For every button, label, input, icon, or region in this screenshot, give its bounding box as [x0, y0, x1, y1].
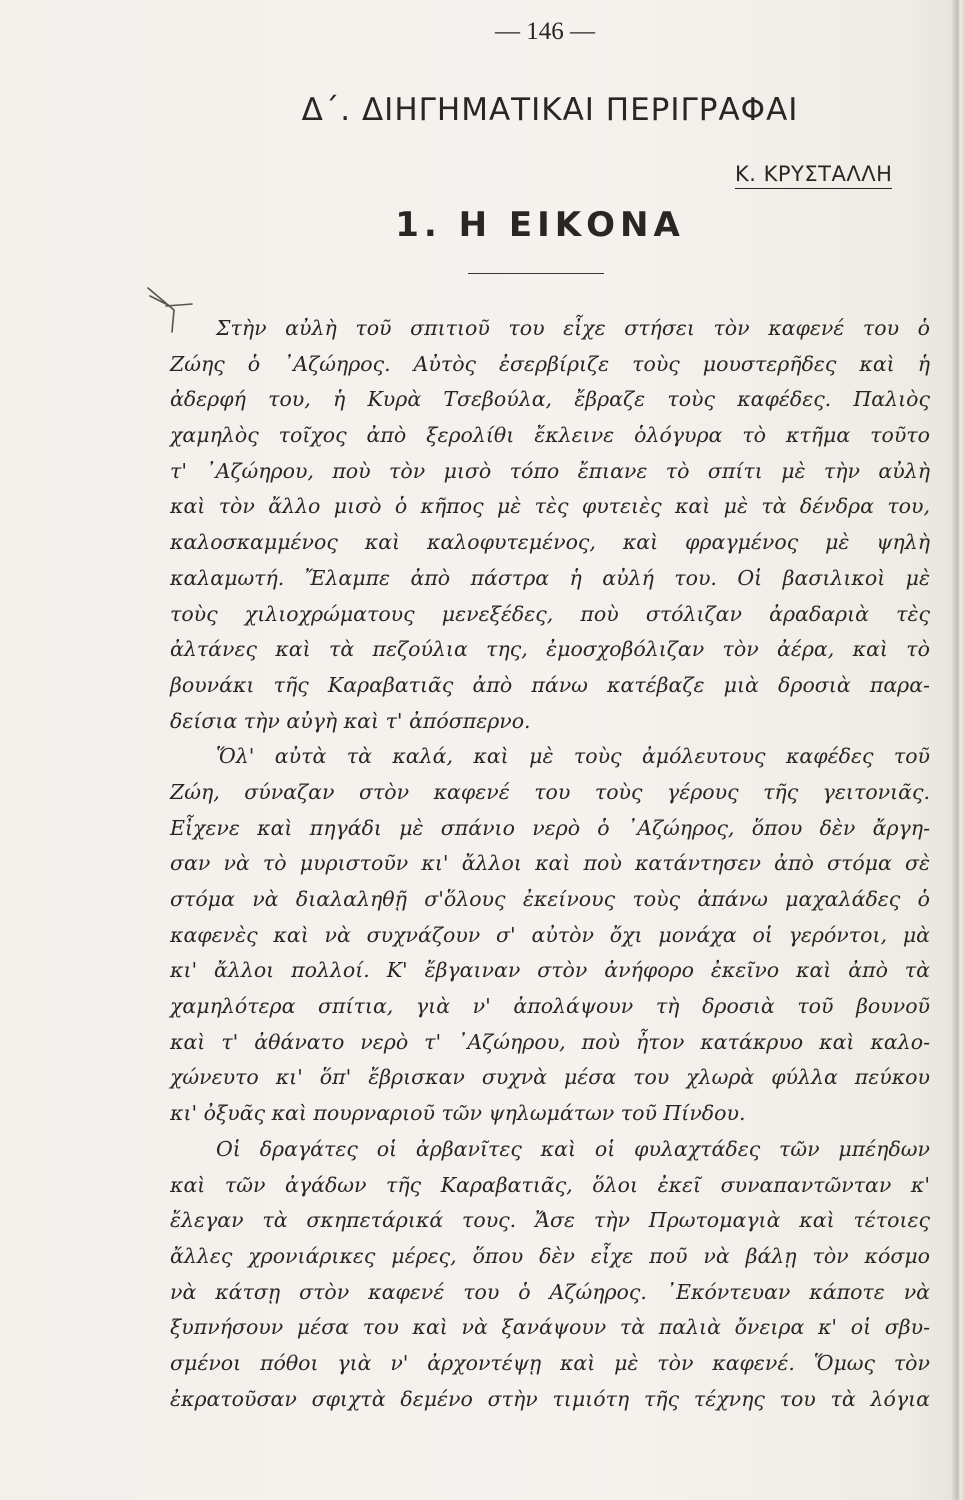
body-line: χαμηλὸς τοῖχος ἀπὸ ξερολίθι ἔκλεινε ὁλόγυρα τὸ κτῆμα τοῦτο [170, 423, 930, 448]
body-line: χαμηλότερα σπίτια, γιὰ ν' ἀπολάψουν τὴ δροσιὰ τοῦ βουνοῦ [170, 994, 930, 1019]
body-line: ἐκρατοῦσαν σφιχτὰ δεμένο στὴν τιμιότη τῆς τέχνης του τὰ λόγια [170, 1386, 930, 1411]
body-line: ἀλτάνες καὶ τὰ πεζούλια της, ἐμοσχοβόλιζαν τὸν ἀέρα, καὶ τὸ [170, 637, 930, 662]
body-line: Ὅλ' αὐτὰ τὰ καλά, καὶ μὲ τοὺς ἀμόλευτους καφέδες τοῦ [216, 744, 930, 769]
story-body [170, 311, 930, 1417]
body-line: καὶ τῶν ἀγάδων τῆς Καραβατιᾶς, ὅλοι ἐκεῖ συναπαντῶνταν κ' [170, 1172, 930, 1197]
body-line: Ζώη, σύναζαν στὸν καφενέ του τοὺς γέρους τῆς γειτονιᾶς. [170, 779, 930, 804]
page-number: — 146 — [495, 18, 595, 45]
body-line: σμένοι πόθοι γιὰ ν' ἀρχοντέψῃ καὶ μὲ τὸν καφενέ. Ὅμως τὸν [170, 1350, 930, 1375]
body-line: καφενὲς καὶ νὰ συχνάζουν σ' αὐτὸν ὄχι μονάχα οἱ γερόντοι, μὰ [170, 922, 930, 947]
section-title: Δ΄. ΔΙΗΓΗΜΑΤΙΚΑΙ ΠΕΡΙΓΡΑΦΑΙ [301, 92, 799, 128]
title-divider [468, 273, 604, 274]
body-line: ἄλλες χρονιάρικες μέρες, ὅπου δὲν εἶχε ποῦ νὰ βάλῃ τὸν κόσμο [170, 1243, 930, 1268]
body-line: τ' ᾿Αζώηρου, ποὺ τὸν μισὸ τόπο ἔπιανε τὸ σπίτι μὲ τὴν αὐλὴ [170, 458, 930, 483]
body-line: ἀδερφή του, ἡ Κυρὰ Τσεβούλα, ἔβραζε τοὺς καφέδες. Παλιὸς [170, 387, 930, 412]
body-line: Ζώης ὁ ᾿Αζώηρος. Αὐτὸς ἐσερβίριζε τοὺς μουστερῆδες καὶ ἡ [170, 351, 930, 376]
body-line: καλαμωτή. Ἔλαμπε ἀπὸ πάστρα ἡ αὐλή του. Οἱ βασιλικοὶ μὲ [170, 565, 930, 590]
body-line: νὰ κάτσῃ στὸν καφενέ του ὁ Αζώηρος. ᾿Εκόντευαν κάποτε νὰ [170, 1279, 930, 1304]
body-line: καὶ τὸν ἄλλο μισὸ ὁ κῆπος μὲ τὲς φυτειὲς καὶ μὲ τὰ δένδρα του, [170, 494, 930, 519]
body-line: κι' ἄλλοι πολλοί. Κ' ἔβγαιναν στὸν ἀνήφορο ἐκεῖνο καὶ ἀπὸ τὰ [170, 958, 930, 983]
body-line: ξυπνήσουν μέσα του καὶ νὰ ξανάψουν τὰ παλιὰ ὄνειρα κ' οἱ σβυ- [170, 1315, 930, 1340]
body-line: καλοσκαμμένος καὶ καλοφυτεμένος, καὶ φραγμένος μὲ ψηλὴ [170, 530, 930, 555]
body-line: ἔλεγαν τὰ σκηπετάρικά τους. Ἄσε τὴν Πρωτομαγιὰ καὶ τέτοιες [170, 1208, 930, 1233]
body-line: τοὺς χιλιοχρώματους μενεξέδες, ποὺ στόλιζαν ἀραδαριὰ τὲς [170, 601, 930, 626]
body-line: Οἱ δραγάτες οἱ ἀρβανῖτες καὶ οἱ φυλαχτάδες τῶν μπέηδων [216, 1136, 930, 1161]
body-line: Εἶχενε καὶ πηγάδι μὲ σπάνιο νερὸ ὁ ᾿Αζώηρος, ὅπου δὲν ἄργη- [170, 815, 930, 840]
body-line: δείσια τὴν αὐγὴ καὶ τ' ἀπόσπερνο. [170, 708, 531, 733]
body-line: στόμα νὰ διαλαληθῇ σ'ὅλους ἐκείνους τοὺς ἀπάνω μαχαλάδες ὁ [170, 887, 930, 911]
body-line: χώνευτο κι' ὅπ' ἔβρισκαν συχνὰ μέσα του χλωρὰ φύλλα πεύκου [170, 1065, 930, 1090]
body-line: βουνάκι τῆς Καραβατιᾶς ἀπὸ πάνω κατέβαζε μιὰ δροσιὰ παρα- [170, 672, 930, 697]
body-line: κι' ὀξυᾶς καὶ πουρναριοῦ τῶν ψηλωμάτων τοῦ Πίνδου. [170, 1101, 746, 1126]
author-name: Κ. ΚΡΥΣΤΑΛΛΗ [735, 162, 892, 189]
body-line: Στὴν αὐλὴ τοῦ σπιτιοῦ του εἶχε στήσει τὸν καφενέ του ὁ [216, 316, 930, 340]
story-title: 1. Η ΕΙΚΟΝΑ [395, 205, 685, 245]
body-line: σαν νὰ τὸ μυριστοῦν κι' ἄλλοι καὶ ποὺ κατάντησεν ἀπὸ στόμα σὲ [170, 851, 930, 876]
body-line: καὶ τ' ἀθάνατο νερὸ τ' ᾿Αζώηρου, ποὺ ἦτον κατάκρυο καὶ καλο- [170, 1029, 930, 1054]
